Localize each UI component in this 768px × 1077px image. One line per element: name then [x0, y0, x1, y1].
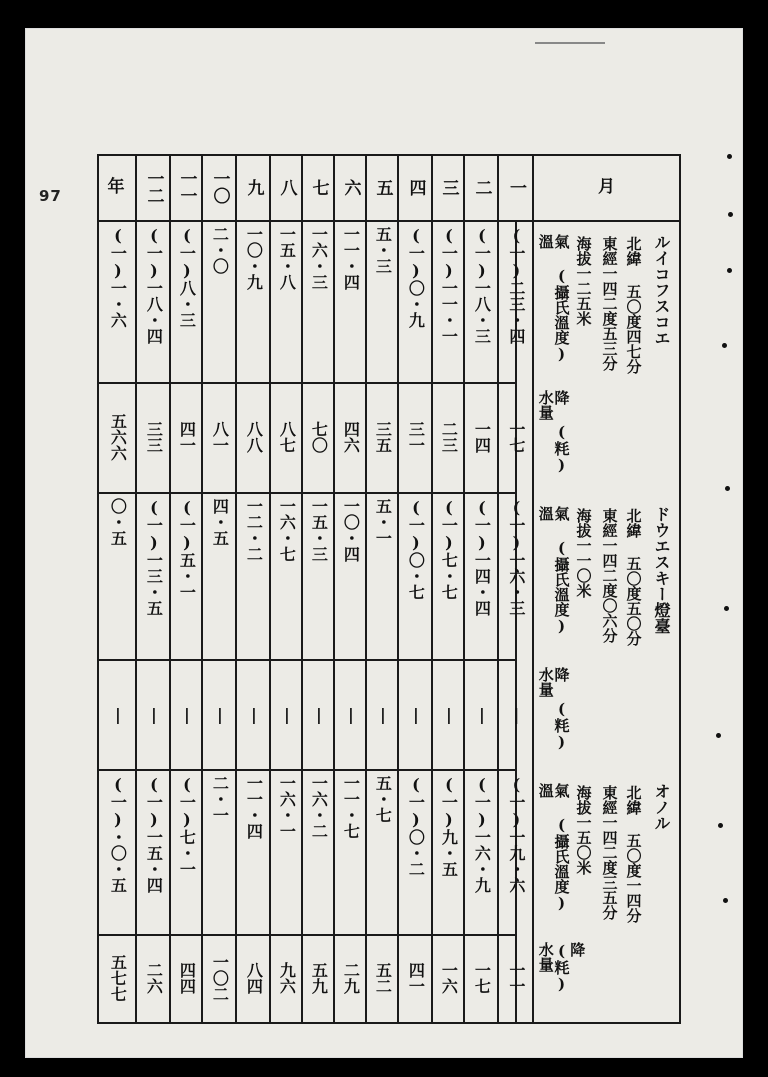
- month-label: 一: [506, 178, 526, 196]
- climate-table: [97, 154, 681, 1022]
- temperature-cell: (一)七・一: [177, 775, 197, 877]
- station-longitude: 東經一四二度五三分: [600, 236, 619, 371]
- temperature-label: 氣 (攝氏溫度) 溫: [536, 783, 571, 912]
- month-header: [432, 154, 464, 220]
- temperature-cell: (一)一六・九: [472, 775, 492, 893]
- temperature-cell: 一六・七: [277, 498, 297, 562]
- temperature-cell: 一五・三: [309, 498, 329, 562]
- precipitation-cell: 八四: [244, 962, 264, 994]
- precipitation-cell: |: [309, 704, 329, 724]
- temperature-cell: (一)一一・一: [439, 226, 459, 344]
- month-header: [464, 154, 498, 220]
- temperature-cell: 一〇・四: [341, 498, 361, 562]
- temperature-cell: 二・〇: [210, 226, 230, 274]
- temperature-cell: (一)一八・三: [472, 226, 492, 344]
- month-header: [170, 154, 202, 220]
- table-rule: [97, 1022, 681, 1024]
- precipitation-cell: 八七: [277, 421, 297, 453]
- temperature-cell: 一一・四: [341, 226, 361, 290]
- precipitation-cell: 五二: [373, 962, 393, 994]
- precipitation-cell: 九六: [277, 962, 297, 994]
- precipitation-cell: 八一: [210, 421, 230, 453]
- temperature-cell: (一)九・五: [439, 775, 459, 877]
- temperature-cell: 四・五: [210, 498, 230, 546]
- station-altitude: 海拔一五〇米: [574, 785, 593, 875]
- precipitation-cell: 四一: [177, 421, 197, 453]
- station-longitude: 東經一四二度三五分: [600, 785, 619, 920]
- temperature-cell: (一)〇・二: [406, 775, 426, 877]
- temperature-cell: (一)一八・四: [144, 226, 164, 344]
- table-rule: [532, 154, 534, 1022]
- month-header: [366, 154, 398, 220]
- temperature-cell: (一)一九・六: [506, 775, 526, 893]
- month-label: 二: [471, 178, 492, 196]
- temperature-cell: (一)五・一: [177, 498, 197, 600]
- temperature-cell: (一)一・六: [108, 226, 128, 328]
- temperature-cell: 〇・五: [108, 498, 128, 546]
- precipitation-cell: 一六: [439, 962, 459, 994]
- month-label: 四: [405, 178, 426, 196]
- temperature-cell: 一一・四: [244, 775, 264, 839]
- precipitation-cell: 二九: [341, 962, 361, 994]
- precipitation-cell: 四六: [341, 421, 361, 453]
- month-label: 一二: [143, 170, 164, 204]
- temperature-cell: 一六・三: [309, 226, 329, 290]
- month-header: [398, 154, 432, 220]
- year-header: 年: [107, 176, 125, 197]
- month-label: 七: [308, 178, 329, 196]
- precipitation-cell: 一一: [506, 962, 526, 994]
- precipitation-cell: 五六六: [108, 413, 128, 461]
- precipitation-cell: |: [506, 704, 526, 724]
- month-header: [136, 154, 170, 220]
- document-page: [25, 28, 743, 1058]
- temperature-cell: (一)一五・四: [144, 775, 164, 893]
- precipitation-cell: 七〇: [309, 421, 329, 453]
- speck: [718, 823, 723, 828]
- temperature-cell: (一)一六・三: [506, 498, 526, 616]
- precipitation-cell: |: [244, 704, 264, 724]
- temperature-cell: (一)二三・四: [506, 226, 526, 344]
- temperature-cell: 五・一: [373, 498, 393, 546]
- precipitation-cell: |: [177, 704, 197, 724]
- precipitation-cell: 四一: [406, 962, 426, 994]
- station-latitude: 北緯 五〇度一四分: [624, 785, 643, 923]
- precipitation-cell: |: [210, 704, 230, 724]
- month-label: 一〇: [209, 170, 230, 204]
- precipitation-cell: |: [439, 704, 459, 724]
- table-rule: [679, 154, 681, 1022]
- month-header: [236, 154, 270, 220]
- month-header: [334, 154, 366, 220]
- speck: [727, 154, 732, 159]
- station-longitude: 東經一四二度〇六分: [600, 508, 619, 643]
- precipitation-cell: |: [108, 704, 128, 724]
- precipitation-cell: 一〇二: [210, 954, 230, 1002]
- temperature-cell: (一)一三・五: [144, 498, 164, 616]
- speck: [728, 212, 733, 217]
- temperature-cell: 一五・八: [277, 226, 297, 290]
- precipitation-cell: 三五: [373, 421, 393, 453]
- scan-line: [535, 42, 605, 44]
- temperature-cell: 二・一: [210, 775, 230, 823]
- station-latitude: 北緯 五〇度四七分: [624, 236, 643, 374]
- station-name: ルイコフスコエ: [652, 234, 671, 346]
- precipitation-cell: |: [406, 704, 426, 724]
- station-name: オノル: [652, 783, 671, 831]
- precipitation-cell: 三一: [406, 421, 426, 453]
- precipitation-cell: 一七: [472, 962, 492, 994]
- temperature-cell: (一)・〇・五: [108, 775, 128, 893]
- temperature-label: 氣 (攝氏溫度) 溫: [536, 506, 571, 635]
- month-header: [270, 154, 302, 220]
- speck: [716, 733, 721, 738]
- temperature-cell: (一)一四・四: [472, 498, 492, 616]
- precipitation-cell: |: [341, 704, 361, 724]
- precipitation-cell: 五九: [309, 962, 329, 994]
- temperature-cell: (一)〇・七: [406, 498, 426, 600]
- month-title: 月: [598, 176, 615, 197]
- precipitation-cell: 三三: [144, 421, 164, 453]
- temperature-cell: 一二・二: [244, 498, 264, 562]
- precipitation-cell: 二三: [439, 421, 459, 453]
- temperature-cell: 一一・七: [341, 775, 361, 839]
- temperature-cell: 五・三: [373, 226, 393, 274]
- month-header: [302, 154, 334, 220]
- precipitation-cell: 一七: [506, 421, 526, 453]
- speck: [722, 343, 727, 348]
- temperature-cell: (一)〇・九: [406, 226, 426, 328]
- temperature-cell: 五・七: [373, 775, 393, 823]
- month-header: [498, 154, 533, 220]
- station-altitude: 海拔一一〇米: [574, 508, 593, 598]
- month-label: 三: [438, 178, 459, 196]
- precipitation-cell: 五七七: [108, 954, 128, 1002]
- station-latitude: 北緯 五〇度五〇分: [624, 508, 643, 646]
- precipitation-cell: |: [277, 704, 297, 724]
- month-label: 五: [372, 178, 393, 196]
- temperature-cell: (一)七・七: [439, 498, 459, 600]
- precipitation-cell: 二六: [144, 962, 164, 994]
- speck: [723, 898, 728, 903]
- temperature-cell: 一六・二: [309, 775, 329, 839]
- precipitation-label: 降 (粍) 水量: [536, 390, 571, 474]
- precipitation-label: 降 (粍) 水量: [536, 667, 571, 751]
- speck: [725, 486, 730, 491]
- month-label: 一一: [176, 170, 197, 204]
- month-label: 九: [243, 178, 264, 196]
- page-number: 97: [39, 187, 62, 205]
- precipitation-cell: 一四: [472, 421, 492, 453]
- month-label: 六: [340, 178, 361, 196]
- precipitation-cell: |: [373, 704, 393, 724]
- temperature-cell: (一)八・三: [177, 226, 197, 328]
- temperature-cell: 一〇・九: [244, 226, 264, 290]
- speck: [727, 268, 732, 273]
- station-altitude: 海拔一二五米: [574, 236, 593, 326]
- precipitation-cell: 八八: [244, 421, 264, 453]
- precipitation-cell: |: [144, 704, 164, 724]
- month-header: [202, 154, 236, 220]
- temperature-cell: 一六・一: [277, 775, 297, 839]
- precipitation-cell: 四四: [177, 962, 197, 994]
- speck: [724, 606, 729, 611]
- station-name: ドウエスキー燈臺: [652, 506, 671, 634]
- temperature-label: 氣 (攝氏溫度) 溫: [536, 234, 571, 363]
- precipitation-label: 降 (粍) 水量: [536, 942, 587, 993]
- month-label: 八: [276, 178, 297, 196]
- precipitation-cell: |: [472, 704, 492, 724]
